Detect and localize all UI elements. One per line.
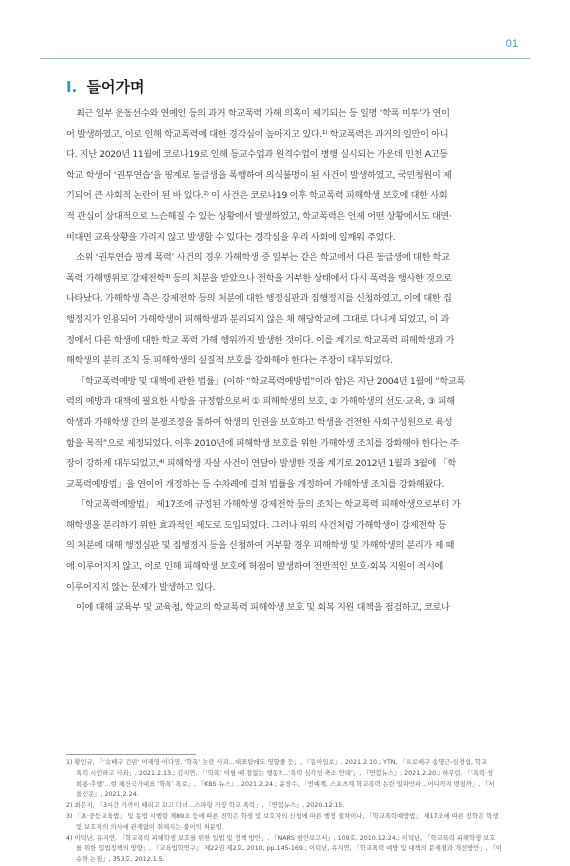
paragraph-line: 에 이루어지지 않고, 이로 인해 피해학생 보호에 허점이 발생하여 전반적인 보호·회복 지원이 적시에 [66,561,443,573]
paragraph [66,248,514,372]
paragraph-line: 함을 목적”으로 제정되었다. 이후 2010년에 피해학생 보호를 위한 가해학생 조치를 강화해야 한다는 주 [66,437,459,449]
paragraph-line: 장이 강하게 대두되었고,⁴⁾ 피해학생 자살 사건이 연달아 발생한 것을 계기로 2012년 1월과 3월에 「학 [66,458,456,470]
footnote-line: 1) 황인규, 「‘女배구 간판’ 이재영·이다영, ‘학폭’ 논란 사과…대표팀에도 영향줄 듯」, 『동아일보』, 2021.2.10.; YTN, 「프로배구 송명근-심경섭, 학교 [66,759,488,766]
footnote-line: 2) 최은지, 「3시간 가까이 때리고 꼬고 다녀…스파링 가장 학교 폭력」, 『연합뉴스』, 2020.12.15. [66,802,345,810]
paragraph-line: 어 발생하였고, 이로 인해 학교폭력에 대한 경각심이 높아지고 있다.¹⁾ 학교폭력은 과거의 일만이 아니 [66,128,449,140]
header-rule [40,58,530,59]
footnote-line: 4) 이덕난, 유지연, 「학교폭력 피해학생 보호를 위한 입법 및 정책 방안」, 『NARS 현안보고서』, 109호, 2010.12.24.; 이덕난, 「학교폭력 피해학생 보호 [66,834,496,842]
paragraph-line: 이에 대해 교육부 및 교육청, 학교의 학교폭력 피해학생 보호 및 회복 지원 대책을 점검하고, 코로나 [76,602,450,614]
section-numeral: Ⅰ. [66,78,78,96]
paragraph-line: 폭력 가해행위로 강제전학³⁾ 등의 처분을 받았으나 전학을 거부한 상태에서 다시 폭력을 행사한 것으로 [66,272,452,284]
paragraph-line: 학교 학생이 ‘권투연습’을 핑계로 동급생을 폭행하여 의식불명이 된 사건이 발생하였고, 국민청원이 제 [66,169,452,181]
footnote [66,834,514,866]
paragraph [66,598,514,619]
section-heading [66,76,144,97]
paragraph-line: 다. 지난 2020년 11월에 코로나19로 인해 등교수업과 원격수업이 병행 실시되는 가운데 인천 A고등 [66,149,448,161]
footnote-line: 및 보호자의 의사에 관계없이 취해지는 불이익 처분임. [76,823,224,831]
paragraph [66,495,514,598]
paragraph-line: 「학교폭력예방 및 대책에 관한 법률」(이하 “학교폭력예방법”이라 함)은 지난 2004년 1월에 “학교폭 [76,375,465,387]
paragraph-line: 기되어 큰 사회적 논란이 된 바 있다.²⁾ 이 사건은 코로나19 이후 학교폭력 피해학생 보호에 대한 사회 [66,190,448,202]
footnotes [66,758,514,866]
body-text [66,104,514,619]
paragraph-line: 정에서 다른 학생에 대한 학교 폭력 가해 행위까지 발생한 것이다. 이를 계기로 학교폭력 피해학생과 가 [66,334,455,346]
footnote [66,801,514,812]
paragraph-line: 최근 일부 운동선수와 연예인 등의 과거 학교폭력 가해 의혹이 제기되는 등 일명 ‘학폭 미투’가 연이 [76,108,450,119]
paragraph [66,104,514,248]
footnote-rule [66,754,196,755]
footnote-line: 슈와 논점』, 353호, 2012.1.5. [76,856,165,864]
paragraph-line: 해학생을 분리하기 위한 효과적인 제도로 도입되었다. 그러나 위의 사건처럼 가해학생이 강제전학 등 [66,519,447,531]
paragraph [66,372,514,496]
section-title: 들어가며 [86,78,145,96]
paragraph-line: 력의 예방과 대책에 필요한 사항을 규정함으로써 ① 피해학생의 보호, ② 가해학생의 선도·교육, ③ 피해 [66,396,455,408]
paragraph-line: 비대면 교육상황을 가리지 않고 발생할 수 있다는 경각심을 우리 사회에 일깨워 주었다. [66,231,396,243]
paragraph-line: 나타났다. 가해학생 측은 강제전학 등의 처분에 대한 행정심판과 집행정지를 신청하였고, 이에 대한 집 [66,293,452,305]
paragraph-line: 해학생의 분리 조치 등 피해학생의 실질적 보호를 강화해야 한다는 주장이 대두되었다. [66,355,393,367]
footnote-line: 울신문』, 2021.2.24. [76,791,139,799]
paragraph-line: 교폭력예방법」을 연이어 개정하는 등 수차례에 걸쳐 법률을 개정하여 가해학생 조치를 강화해왔다. [66,478,445,490]
footnote-line: 3) 「초·중등교육법」 및 동법 시행령 제89조 등에 따른 전학은 학생 및 보호자의 신청에 따른 행정 절차이나, 「학교폭력예방법」 제17조에 따른 전학은 학생 [66,812,499,820]
paragraph-line: 이루어지지 않는 문제가 발생하고 있다. [66,581,216,593]
paragraph-line: 적 관심이 상대적으로 느슨해질 수 있는 상황에서 발생하였고, 학교폭력은 언제 어떤 상황에서도 대면· [66,210,452,222]
footnote-line: 를 위한 입법정책의 방향」, 『교육법학연구』 제22권 제2호, 2010, pp.145-169.; 이덕난, 유지연, 「학교폭력 예방 및 대책의 문제점과 개선방안」, 『이 [76,845,503,853]
page-number: 01 [505,38,518,50]
paragraph-line: 소위 ‘권투연습 핑계 폭력’ 사건의 경우 가해학생 중 일부는 같은 학교에서 다른 동급생에 대한 학교 [76,252,450,264]
paragraph-line: 학생과 가해학생 간의 분쟁조정을 통하여 학생의 인권을 보호하고 학생을 건전한 사회구성원으로 육성 [66,416,453,428]
footnote-line: 폭력 시인하고 사과」, 2021.2.13.; 김지연, 「‘학폭’ 어릴 때 철없는 행동?…‘폭력 심각성 축소 안돼’」, 『연합뉴스』, 2021.2.20.; 하무림, 「‘폭력·성 [76,769,494,777]
paragraph-line: 「학교폭력예방법」 제17조에 규정된 가해학생 강제전학 등의 조치는 학교폭력 피해학생으로부터 가 [76,499,461,511]
footnote [66,812,514,834]
footnote-line: 희롱·추행’…현 체신국가대표 ‘학폭’ 폭로」, 『KBS 뉴스』, 2021.2.24.; 윤창수, 「연예계, 스포츠계 학교폭력 논란 일파만파…어디까지 번질까」, 『서 [76,780,495,788]
paragraph-line: 행정지가 인용되어 가해학생이 피해학생과 분리되지 않은 채 해당학교에 그대로 다니게 되었고, 이 과 [66,313,449,325]
paragraph-line: 의 처분에 대해 행정심판 및 집행정지 등을 신청하여 거부할 경우 피해학생 및 가해학생의 분리가 제 때 [66,540,455,552]
footnote [66,758,514,801]
